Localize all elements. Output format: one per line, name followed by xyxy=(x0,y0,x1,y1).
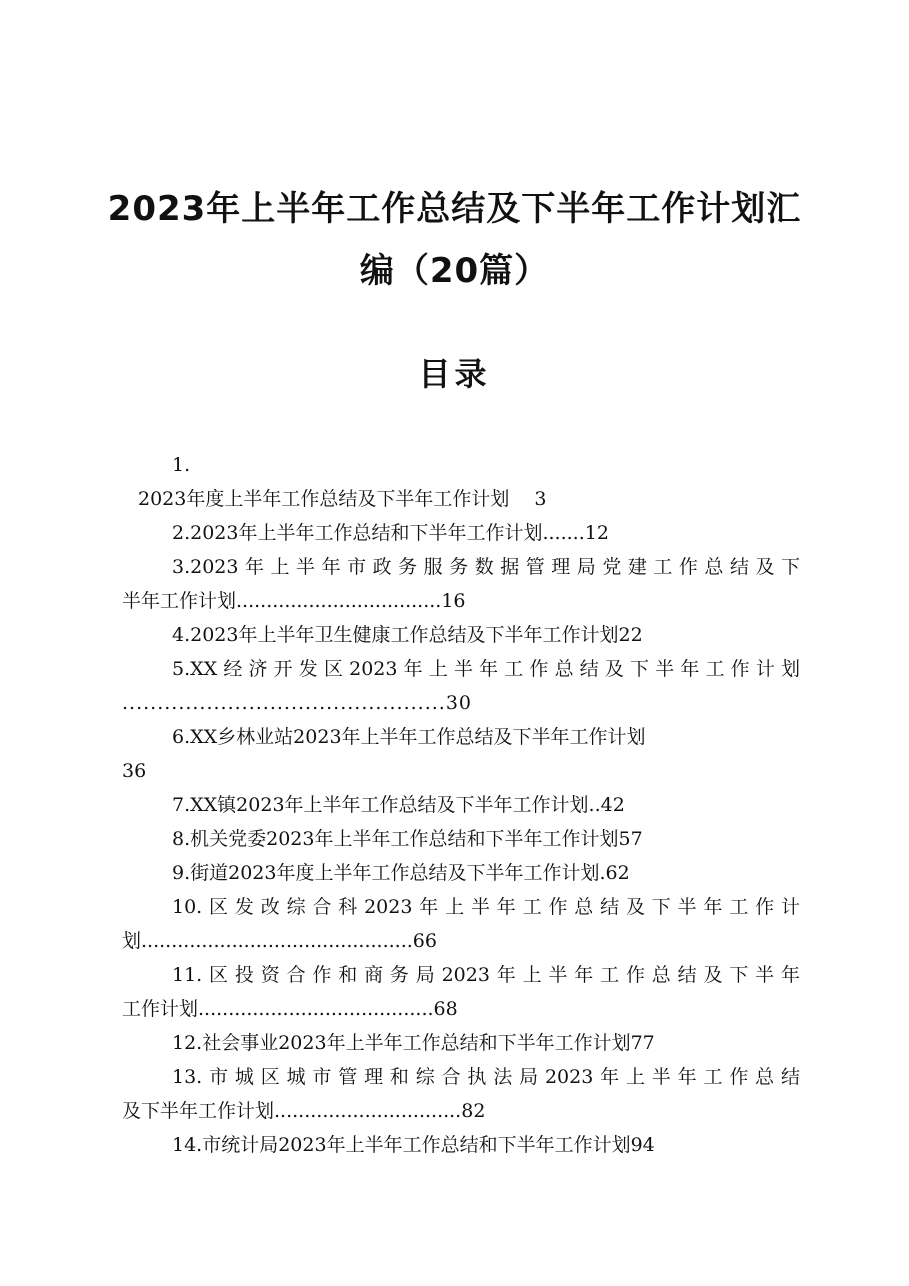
toc-line: 6.XX乡林业站2023年上半年工作总结及下半年工作计划 xyxy=(172,726,646,748)
toc-line: 2.2023年上半年工作总结和下半年工作计划.......12 xyxy=(172,522,609,544)
toc-line: 及下半年工作计划...............................82 xyxy=(122,1100,486,1122)
toc-line: 11.区投资合作和商务局2023年上半年工作总结及下半年 xyxy=(172,964,800,986)
toc-line: 5.XX经济开发区2023年上半年工作总结及下半年工作计划 xyxy=(172,658,800,680)
table-of-contents xyxy=(122,448,800,1162)
toc-line: 36 xyxy=(122,760,147,782)
toc-line: 13.市城区城市管理和综合执法局2023年上半年工作总结 xyxy=(172,1066,800,1088)
document-title-line-1: 2023年上半年工作总结及下半年工作计划汇 xyxy=(107,189,802,229)
toc-line: 工作计划.......................................68 xyxy=(122,998,458,1020)
toc-line: 4.2023年上半年卫生健康工作总结及下半年工作计划22 xyxy=(172,624,643,646)
toc-line: 8.机关党委2023年上半年工作总结和下半年工作计划57 xyxy=(172,828,643,850)
toc-line: 3.2023年上半年市政务服务数据管理局党建工作总结及下 xyxy=(172,556,800,578)
toc-line: 半年工作计划..................................16 xyxy=(122,590,466,612)
document-title-line-2: 编（20篇） xyxy=(359,251,550,291)
toc-line: 1. xyxy=(172,454,191,476)
toc-line: 14.市统计局2023年上半年工作总结和下半年工作计划94 xyxy=(172,1134,655,1156)
toc-line: 划.............................................66 xyxy=(122,930,437,952)
toc-line: 7.XX镇2023年上半年工作总结及下半年工作计划..42 xyxy=(172,794,625,816)
toc-line: 2023年度上半年工作总结及下半年工作计划 3 xyxy=(138,488,547,510)
toc-line: 9.街道2023年度上半年工作总结及下半年工作计划.62 xyxy=(172,862,630,884)
toc-heading: 目录 xyxy=(418,355,491,393)
toc-line: 12.社会事业2023年上半年工作总结和下半年工作计划77 xyxy=(172,1032,655,1054)
toc-line: ..............................................30 xyxy=(122,692,472,714)
toc-line: 10.区发改综合科2023年上半年工作总结及下半年工作计 xyxy=(172,896,800,918)
